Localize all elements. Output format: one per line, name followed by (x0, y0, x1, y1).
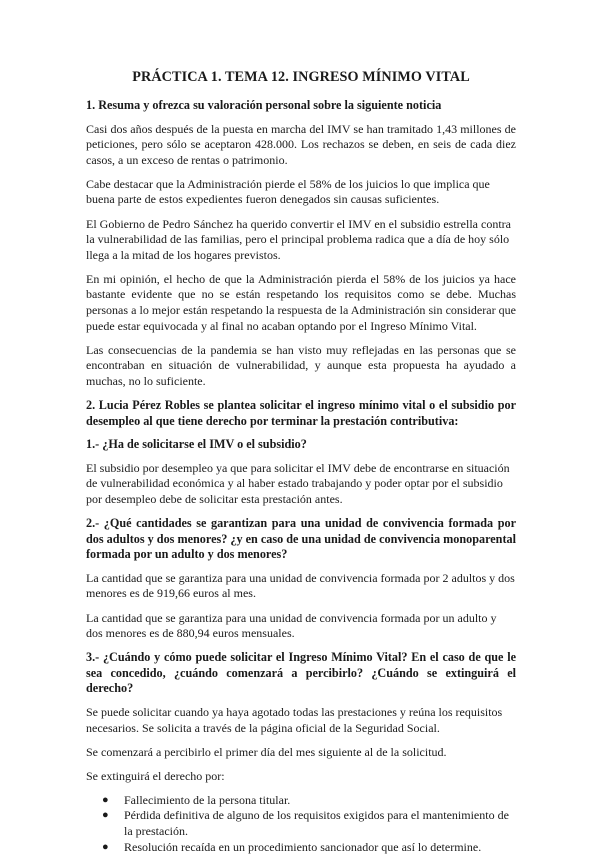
question2-answer-1: La cantidad que se garantiza para una unidad de convivencia formada por 2 adultos y dos menores es de 919,66 euros al mes. (86, 570, 515, 601)
question3-heading: 3.- ¿Cuándo y cómo puede solicitar el Ingreso Mínimo Vital? En el caso de que le sea concedido, ¿cuándo comenzará a percibirlo? ¿Cuándo se extinguirá el derecho? (86, 650, 516, 696)
section1-heading: 1. Resuma y ofrezca su valoración personal sobre la siguiente noticia (86, 98, 442, 112)
page-title: PRÁCTICA 1. TEMA 12. INGRESO MÍNIMO VITAL (132, 69, 470, 85)
question3-answer-2: Se comenzará a percibirlo el primer día del mes siguiente al de la solicitud. (86, 744, 447, 759)
question1-heading: 1.- ¿Ha de solicitarse el IMV o el subsidio? (86, 437, 307, 452)
bullet-icon: ● (102, 840, 109, 853)
question1-answer: El subsidio por desempleo ya que para solicitar el IMV debe de encontrarse en situación de vulnerabilidad económica y al haber estado trabajando y poder optar por el subsidio por desempleo debe de solicitar esta prestación antes. (86, 460, 510, 506)
list-item: ● Fallecimiento de la persona titular. (102, 792, 291, 807)
list-item: ● Pérdida definitiva de alguno de los requisitos exigidos para el mantenimiento de la prestación. (102, 808, 509, 839)
section1-paragraph-5: Las consecuencias de la pandemia se han visto muy reflejadas en las personas que se encontraban en situación de vulnerabilidad, y aunque esta propuesta ha ayudado a muchas, no lo suficiente. (86, 342, 516, 388)
section1-paragraph-4: En mi opinión, el hecho de que la Administración pierda el 58% de los juicios ya hace bastante evidente que no se están respetando los requisitos como se debe. Muchas personas a lo mejor están respetando la respuesta de la Administración sin considerar que puede estar equivocada y al final no acaban optando por el Ingreso Mínimo Vital. (86, 271, 516, 333)
section1-paragraph-2: Cabe destacar que la Administración pierde el 58% de los juicios lo que implica que buena parte de estos expedientes fueron denegados sin causas suficientes. (86, 176, 490, 207)
question2-heading: 2.- ¿Qué cantidades se garantizan para una unidad de convivencia formada por dos adultos y dos menores? ¿y en caso de una unidad de convivencia monoparental formada por un adulto y dos menores? (86, 516, 516, 562)
question3-answer-3: Se extinguirá el derecho por: (86, 768, 225, 783)
question3-answer-1: Se puede solicitar cuando ya haya agotado todas las prestaciones y reúna los requisitos necesarios. Se solicita a través de la página oficial de la Seguridad Social. (86, 705, 503, 735)
question2-answer-2: La cantidad que se garantiza para una unidad de convivencia formada por un adulto y dos menores es de 880,94 euros mensuales. (86, 610, 497, 641)
list-item: ● Resolución recaída en un procedimiento sancionador que así lo determine. (102, 839, 482, 854)
bullet-icon: ● (102, 809, 109, 822)
section1-paragraph-3: El Gobierno de Pedro Sánchez ha querido convertir el IMV en el subsidio estrella contra la vulnerabilidad de las familias, pero el principal problema radica que a día de hoy sólo llega a la mitad de los hogares previstos. (86, 216, 511, 262)
bullet-icon: ● (102, 793, 109, 806)
section1-paragraph-1: Casi dos años después de la puesta en marcha del IMV se han tramitado 1,43 millones de peticiones, pero sólo se aceptaron 428.000. Los rechazos se deben, en seis de cada diez casos, a un exceso de rentas o patrimonio. (86, 121, 516, 167)
extinction-causes-list (86, 793, 516, 855)
section2-heading: 2. Lucia Pérez Robles se plantea solicitar el ingreso mínimo vital o el subsidio por desempleo al que tiene derecho por terminar la prestación contributiva: (86, 398, 516, 428)
